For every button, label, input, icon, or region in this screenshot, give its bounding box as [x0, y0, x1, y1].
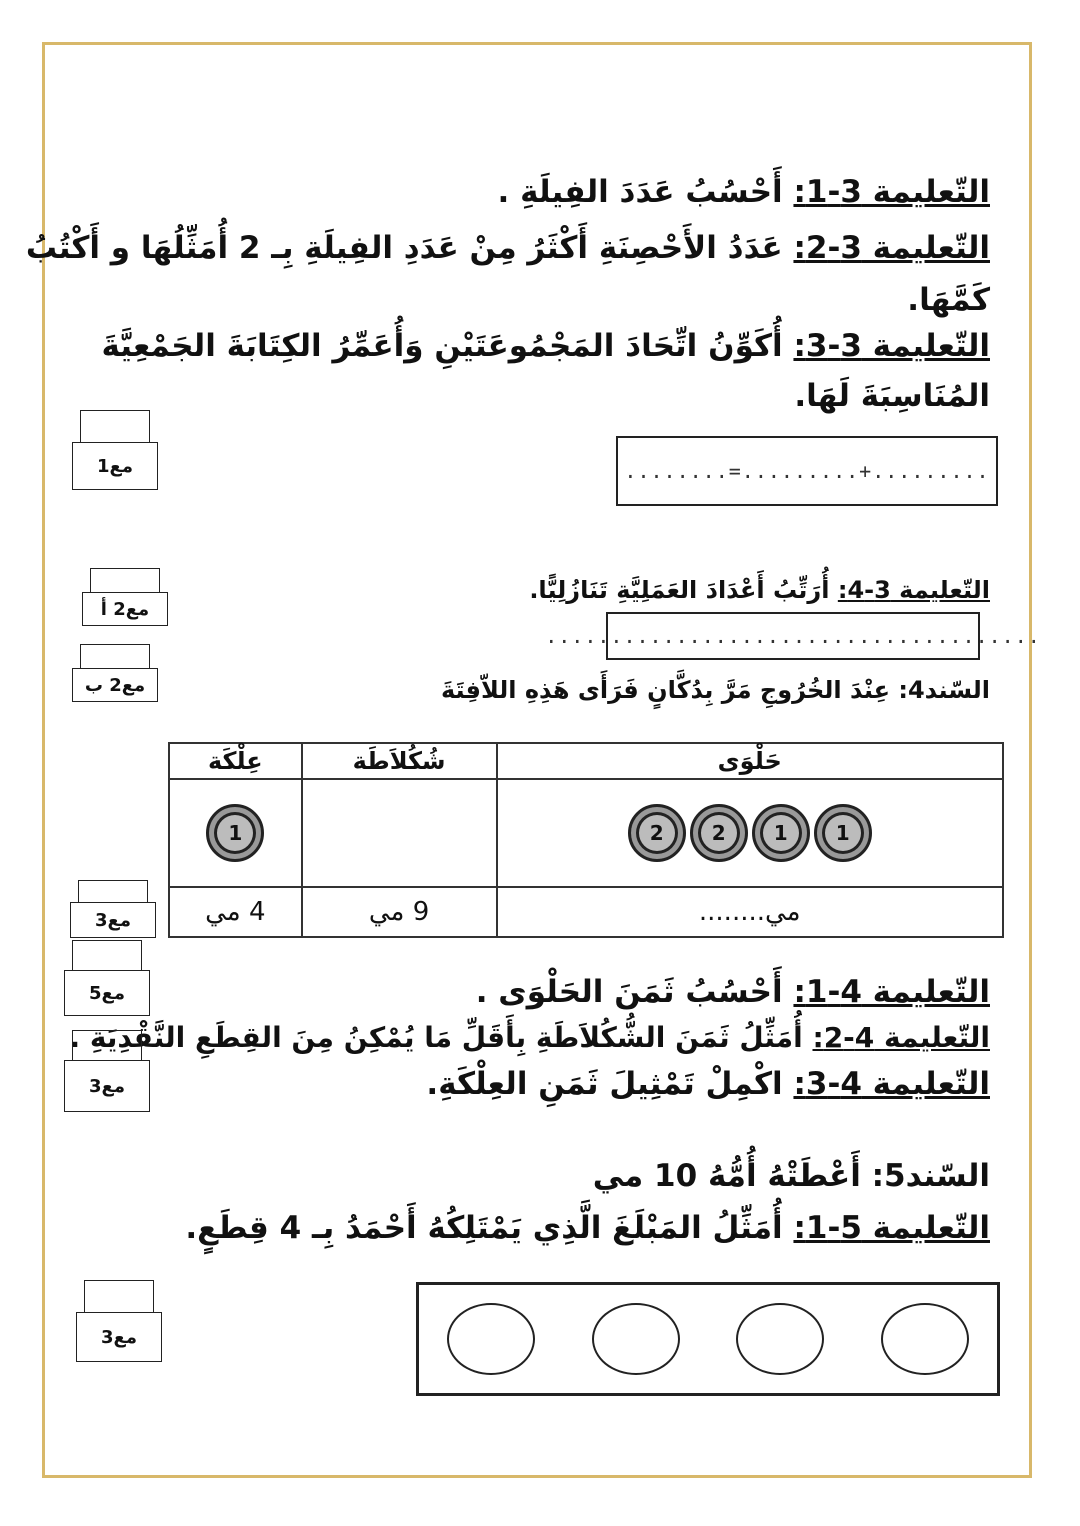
instruction-label: التّعليمة 4-3:	[793, 1066, 990, 1102]
order-answer-box[interactable]: ......................................	[606, 612, 980, 660]
instruction-3-1	[498, 172, 991, 212]
instruction-label: التّعليمة 4-1:	[793, 974, 990, 1010]
coin-icon: 1	[814, 804, 872, 862]
instruction-3-2-continued: كَمَّهَا.	[907, 282, 990, 318]
sanad-label: السّند5:	[871, 1158, 990, 1194]
instruction-5-1	[185, 1208, 990, 1248]
score-box: مع3	[70, 880, 160, 938]
instruction-text: أَحْسُبُ ثَمَنَ الحَلْوَى .	[475, 974, 794, 1010]
halwa-price[interactable]: مي........	[497, 887, 1004, 937]
instruction-text: عَدَدُ الأَحْصِنَةِ أَكْثَرُ مِنْ عَدَدِ الفِيلَةِ بِـ 2 أُمَثِّلُهَا و أَكْتُبُ	[25, 230, 794, 266]
instruction-3-3-continued: المُنَاسِبَةَ لَهَا.	[794, 378, 990, 414]
instruction-text: أُمَثِّلُ ثَمَنَ الشُّكُلاَطَةِ بِأَقَلِّ مَا يُمْكِنُ مِنَ القِطَعِ النَّقْدِيَةِ .	[69, 1021, 813, 1054]
empty-coin-circle[interactable]	[881, 1303, 969, 1375]
ilka-coins-cell[interactable]	[169, 779, 302, 887]
price-table	[168, 742, 1004, 938]
sanad-4	[441, 670, 990, 710]
instruction-3-4	[529, 570, 990, 610]
instruction-label: التّعليمة 3-2:	[793, 230, 990, 266]
sanad-text: عِنْدَ الخُرُوجِ مَرَّ بِدُكَّانٍ فَرَأَى هَذِهِ اللاّفِتَةَ	[440, 676, 899, 704]
instruction-text: أَحْسُبُ عَدَدَ الفِيلَةِ .	[497, 174, 794, 210]
ilka-price: 4 مي	[169, 887, 302, 937]
instruction-label: التّعليمة 5-1:	[793, 1210, 990, 1246]
score-box: مع2 ب	[72, 644, 162, 702]
header-chocolate: شُكُلاَطَة	[302, 743, 497, 779]
instruction-4-2	[70, 1018, 991, 1058]
score-box: مع2 أ	[82, 568, 172, 626]
sanad-label: السّند4:	[898, 676, 990, 704]
chocolate-coins-cell[interactable]	[302, 779, 497, 887]
halwa-coins-cell	[497, 779, 1004, 887]
score-box: مع5	[64, 940, 154, 1016]
instruction-4-1	[476, 972, 990, 1012]
header-halwa: حَلْوَى	[497, 743, 1004, 779]
instruction-3-2	[26, 228, 990, 268]
instruction-text: أُرَتِّبُ أَعْدَادَ العَمَلِيَّةِ تَنَازُلِيًّا.	[529, 576, 838, 604]
coin-icon: 1	[752, 804, 810, 862]
sanad-5	[593, 1156, 990, 1196]
instruction-label: التّعليمة 3-1:	[793, 174, 990, 210]
header-ilka: عِلْكَة	[169, 743, 302, 779]
coin-icon: 2	[690, 804, 748, 862]
coin-icon: 2	[628, 804, 686, 862]
sum-answer-box[interactable]: ........=.........+.........	[616, 436, 998, 506]
coin-circles-box	[416, 1282, 1000, 1396]
coin-icon: 1	[206, 804, 264, 862]
instruction-text: اكْمِلْ تَمْثِيلَ ثَمَنِ العِلْكَةِ.	[426, 1066, 794, 1102]
empty-coin-circle[interactable]	[736, 1303, 824, 1375]
instruction-text: أُمَثِّلُ المَبْلَغَ الَّذِي يَمْتَلِكُهُ أَحْمَدُ بِـ 4 قِطَعٍ.	[185, 1210, 794, 1246]
chocolate-price: 9 مي	[302, 887, 497, 937]
score-box: مع3	[76, 1280, 166, 1362]
sanad-text: أَعْطَتْهُ أُمُّهُ 10 مي	[592, 1158, 872, 1194]
instruction-label: التّعليمة 4-2:	[812, 1021, 990, 1054]
instruction-4-3	[426, 1064, 990, 1104]
score-box: مع1	[72, 410, 162, 490]
instruction-label: التّعليمة 3-3:	[793, 328, 990, 364]
instruction-text: أُكَوِّنُ اتِّحَادَ المَجْمُوعَتَيْنِ وَأُعَمِّرُ الكِتَابَةَ الجَمْعِيَّةَ	[101, 328, 794, 364]
empty-coin-circle[interactable]	[592, 1303, 680, 1375]
score-box: مع3	[64, 1030, 154, 1112]
instruction-label: التّعليمة 3-4:	[837, 576, 990, 604]
instruction-3-3	[101, 326, 990, 366]
empty-coin-circle[interactable]	[447, 1303, 535, 1375]
